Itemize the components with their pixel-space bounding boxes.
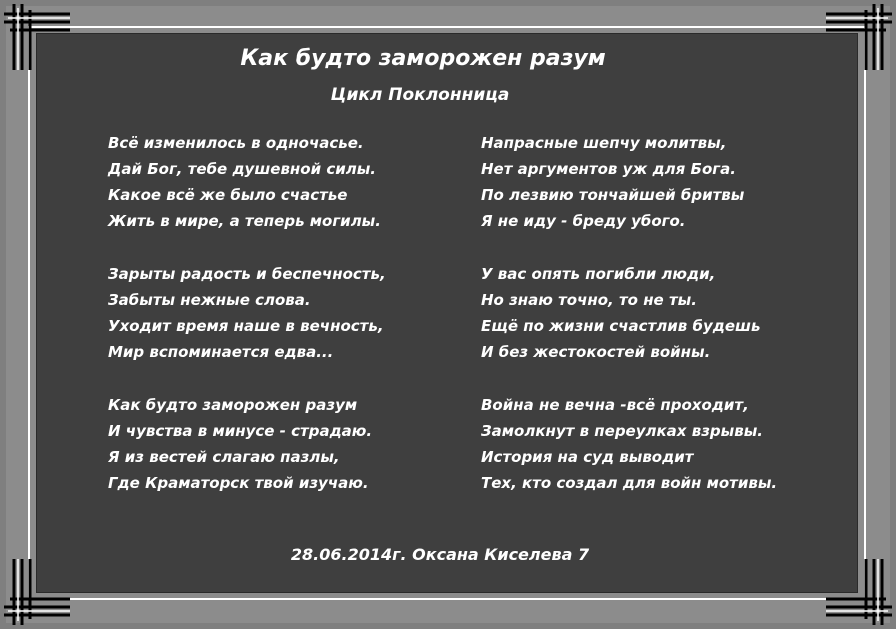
verse-line: Как будто заморожен разум — [108, 396, 358, 414]
verse-line: Замолкнут в переулках взрывы. — [481, 422, 763, 440]
verse-line: У вас опять погибли люди, — [481, 265, 716, 283]
poem-subtitle: Цикл Поклонница — [330, 85, 510, 105]
right-column — [481, 130, 841, 523]
signature-line: 28.06.2014г. Оксана Киселева 7 — [290, 545, 590, 564]
verse-line: Зарыты радость и беспечность, — [108, 265, 386, 283]
stanza — [481, 392, 841, 496]
poem-title: Как будто заморожен разум — [240, 46, 606, 71]
verse-line: Забыты нежные слова. — [108, 291, 311, 309]
verse-line: Уходит время наше в вечность, — [108, 317, 384, 335]
verse-line: Жить в мире, а теперь могилы. — [108, 212, 381, 230]
verse-line: Дай Бог, тебе душевной силы. — [108, 160, 376, 178]
verse-line: И без жестокостей войны. — [481, 343, 711, 361]
verse-line: История на суд выводит — [481, 448, 694, 466]
verse-line: Но знаю точно, то не ты. — [481, 291, 697, 309]
verse-line: Я не иду - бреду убого. — [481, 212, 686, 230]
verse-line: По лезвию тончайшей бритвы — [481, 186, 745, 204]
verse-line: Напрасные шепчу молитвы, — [481, 134, 727, 152]
verse-line: Мир вспоминается едва... — [108, 343, 334, 361]
verse-line: Я из вестей слагаю пазлы, — [108, 448, 340, 466]
corner-frame-icon — [826, 559, 896, 629]
verse-line: Где Краматорск твой изучаю. — [108, 474, 369, 492]
verse-line: Ещё по жизни счастлив будешь — [481, 317, 761, 335]
verse-line: И чувства в минусе - страдаю. — [108, 422, 373, 440]
verse-line: Тех, кто создал для войн мотивы. — [481, 474, 778, 492]
verse-line: Всё изменилось в одночасье. — [108, 134, 364, 152]
stanza — [481, 130, 841, 234]
stanza — [108, 392, 448, 496]
verse-line: Война не вечна -всё проходит, — [481, 396, 749, 414]
stanza — [481, 261, 841, 365]
stanza — [108, 130, 448, 234]
stanza — [108, 261, 448, 365]
corner-frame-icon — [0, 559, 70, 629]
verse-line: Нет аргументов уж для Бога. — [481, 160, 736, 178]
verse-line: Какое всё же было счастье — [108, 186, 348, 204]
left-column — [108, 130, 448, 523]
